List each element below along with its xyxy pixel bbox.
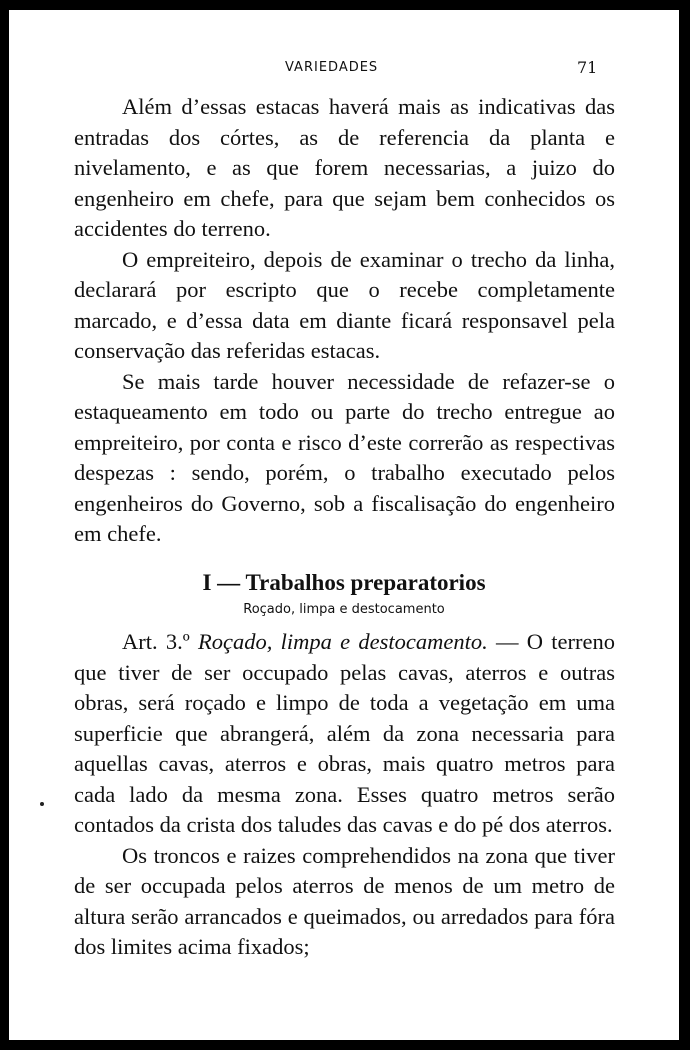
paragraph-empreiteiro: O empreiteiro, depois de examinar o trecho da linha, declarará por escripto que o recebe completamente marcado, e d’essa data em diante ficará responsavel pela conservação das referidas estacas. <box>74 246 615 363</box>
book-page <box>9 10 679 1040</box>
margin-mark <box>40 802 44 806</box>
article-number: Art. 3.º <box>122 629 190 654</box>
body-text-bottom <box>74 627 615 963</box>
article-text: — O terreno que tiver de ser occupado pelas cavas, aterros e outras obras, será roçado e limpo de toda a vegetação em uma superficie que abrangerá, além da zona necessaria para aquellas cavas, aterros e obras, mais quatro metros para cada lado da mesma zona. Esses quatro metros serão contados da crista dos taludes das cavas e do pé dos aterros. <box>74 629 615 837</box>
section-subheading: Roçado, limpa e destocamento <box>243 602 445 617</box>
article-paragraph <box>74 627 615 841</box>
body-text-top <box>74 92 615 550</box>
page-header <box>9 60 679 80</box>
paragraph-estacas: Além d’essas estacas haverá mais as indicativas das entradas dos córtes, as de referencia da planta e nivelamento, e as que forem necessarias, a juizo do engenheiro em chefe, para que sejam bem conhecidos os accidentes do terreno. <box>74 94 615 241</box>
paragraph-estaqueamento: Se mais tarde houver necessidade de refazer-se o estaqueamento em todo ou parte do trecho entregue ao empreiteiro, por conta e risco d’este correrão as respectivas despezas : sendo, porém, o trabalho executado pelos engenheiros do Governo, sob a fiscalisação do engenheiro em chefe. <box>74 368 615 546</box>
paragraph-troncos: Os troncos e raizes comprehendidos na zona que tiver de ser occupada pelos aterros de menos de um metro de altura serão arrancados e queimados, ou arredados para fóra dos limites acima fixados; <box>74 842 615 959</box>
section-heading: I — Trabalhos preparatorios <box>202 570 486 595</box>
running-title: VARIEDADES <box>285 60 379 75</box>
article-title: Roçado, limpa e destocamento. <box>198 629 488 654</box>
page-number: 71 <box>577 58 598 77</box>
